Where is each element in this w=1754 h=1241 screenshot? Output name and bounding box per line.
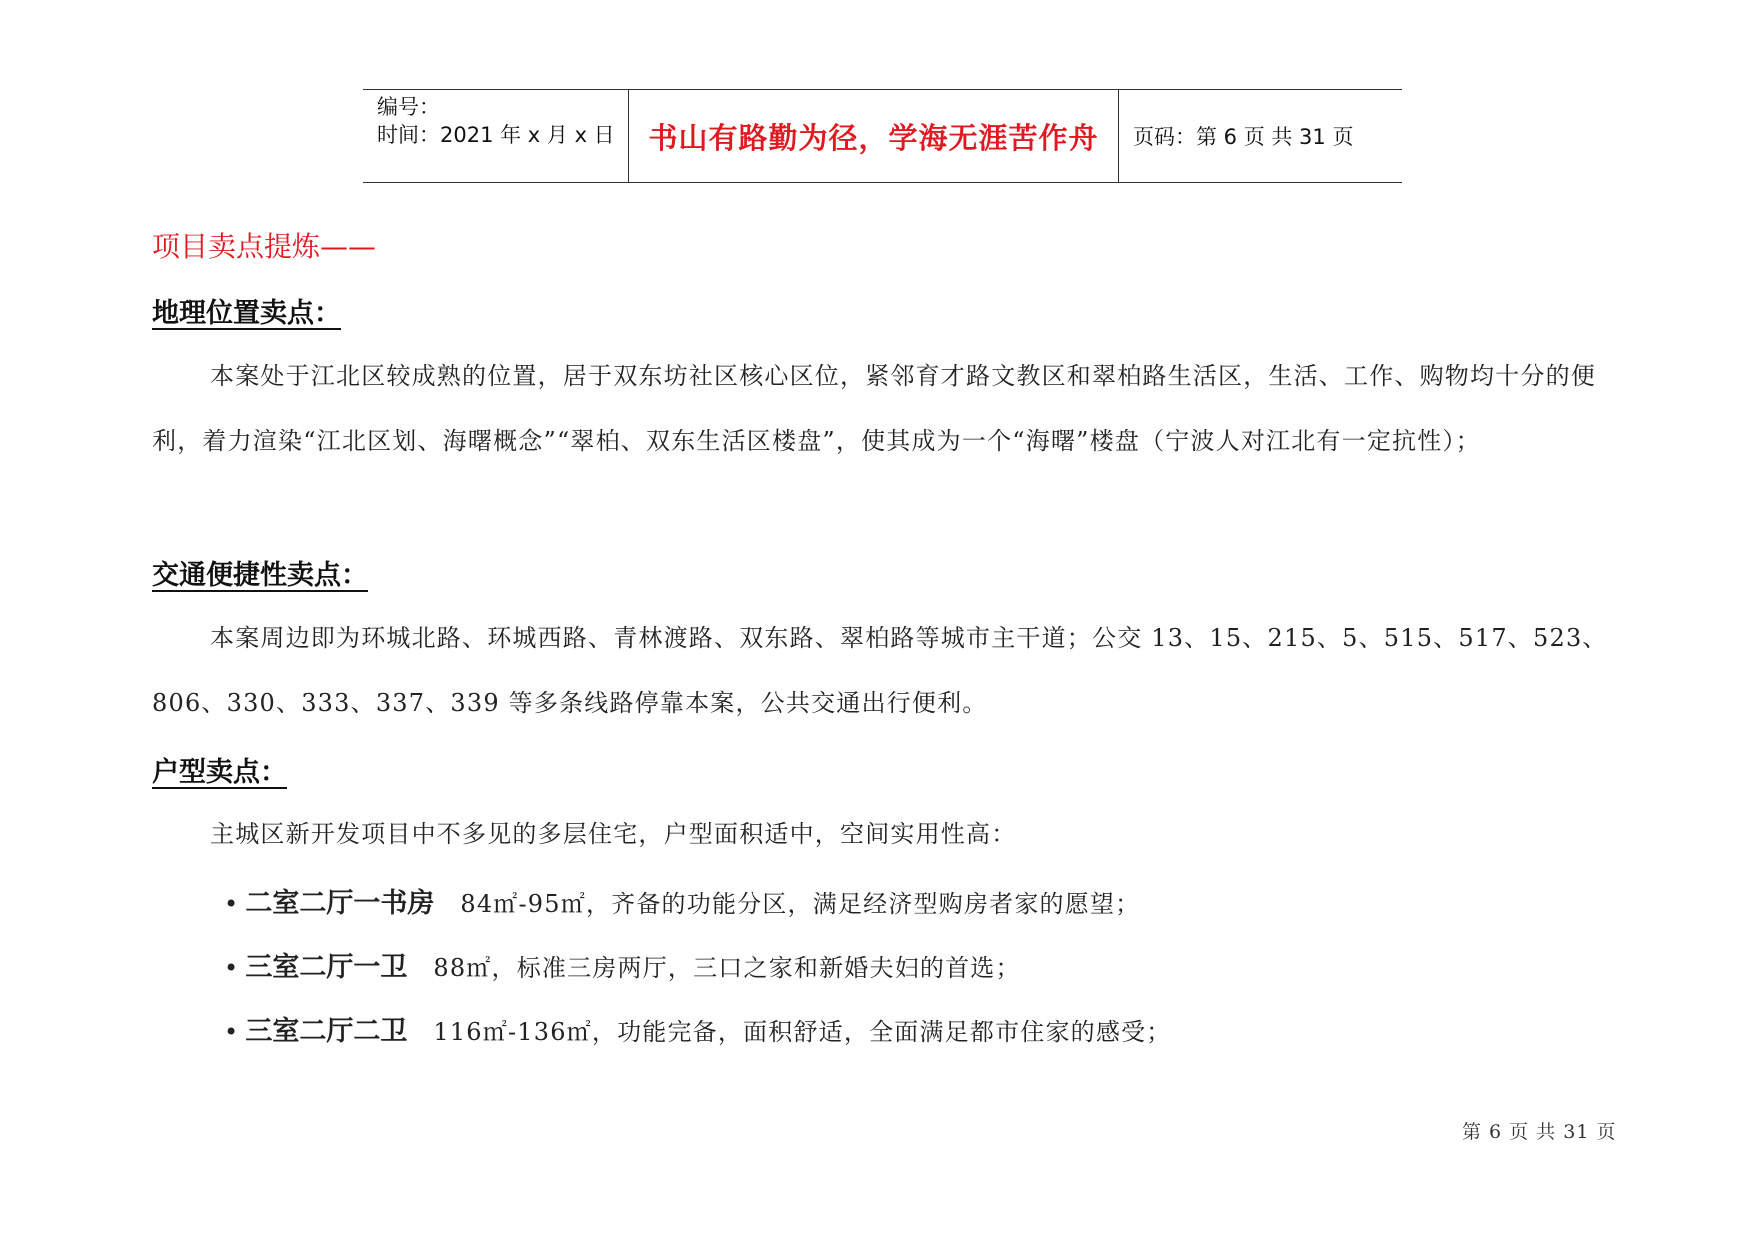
bullet-desc: 116㎡-136㎡，功能完备，面积舒适，全面满足都市住家的感受； xyxy=(433,1018,1172,1046)
section-heading-traffic: 交通便捷性卖点： xyxy=(152,560,368,591)
list-item xyxy=(224,881,1140,920)
section-heading-layout: 户型卖点： xyxy=(152,757,287,788)
header-page-cell xyxy=(1119,90,1402,182)
section-text-layout: 主城区新开发项目中不多见的多层住宅，户型面积适中，空间实用性高： xyxy=(210,820,1017,848)
section-text-traffic: 本案周边即为环城北路、环城西路、青林渡路、双东路、翠柏路等城市主干道；公交 13、15、215、5、515、517、523、806、330、333、337、339 等多条线路停靠本案，公共交通出行便利。 xyxy=(152,624,1608,717)
bullet-dot-icon: • xyxy=(224,954,240,982)
bullet-dot-icon: • xyxy=(224,1018,240,1046)
header-motto: 书山有路勤为径，学海无涯苦作舟 xyxy=(648,120,1099,155)
page-header xyxy=(363,89,1402,183)
document-title: 项目卖点提炼—— xyxy=(152,230,377,263)
list-item xyxy=(224,1009,1171,1048)
header-meta xyxy=(363,90,629,182)
bullet-desc: 84㎡-95㎡，齐备的功能分区，满足经济型购房者家的愿望； xyxy=(460,890,1141,918)
header-motto-cell xyxy=(629,90,1119,182)
list-item xyxy=(224,945,1021,984)
time-label: 时间：2021 年 x 月 x 日 xyxy=(377,123,615,147)
header-page-label: 页码：第 6 页 共 31 页 xyxy=(1133,125,1354,149)
bullet-name: 二室二厅一书房 xyxy=(245,888,435,919)
page-footer: 第 6 页 共 31 页 xyxy=(1462,1121,1617,1143)
bullet-name: 三室二厅一卫 xyxy=(245,952,408,983)
bullet-desc: 88㎡，标准三房两厅，三口之家和新婚夫妇的首选； xyxy=(433,954,1021,982)
section-heading-location: 地理位置卖点： xyxy=(152,298,341,329)
bullet-name: 三室二厅二卫 xyxy=(245,1016,408,1047)
bullet-dot-icon: • xyxy=(224,890,240,918)
section-text-location: 本案处于江北区较成熟的位置，居于双东坊社区核心区位，紧邻育才路文教区和翠柏路生活区，生活、工作、购物均十分的便利，着力渲染“江北区划、海曙概念”“翠柏、双东生活区楼盘”，使其成为一个“海曙”楼盘（宁波人对江北有一定抗性）； xyxy=(152,362,1596,455)
number-label: 编号： xyxy=(377,95,440,119)
